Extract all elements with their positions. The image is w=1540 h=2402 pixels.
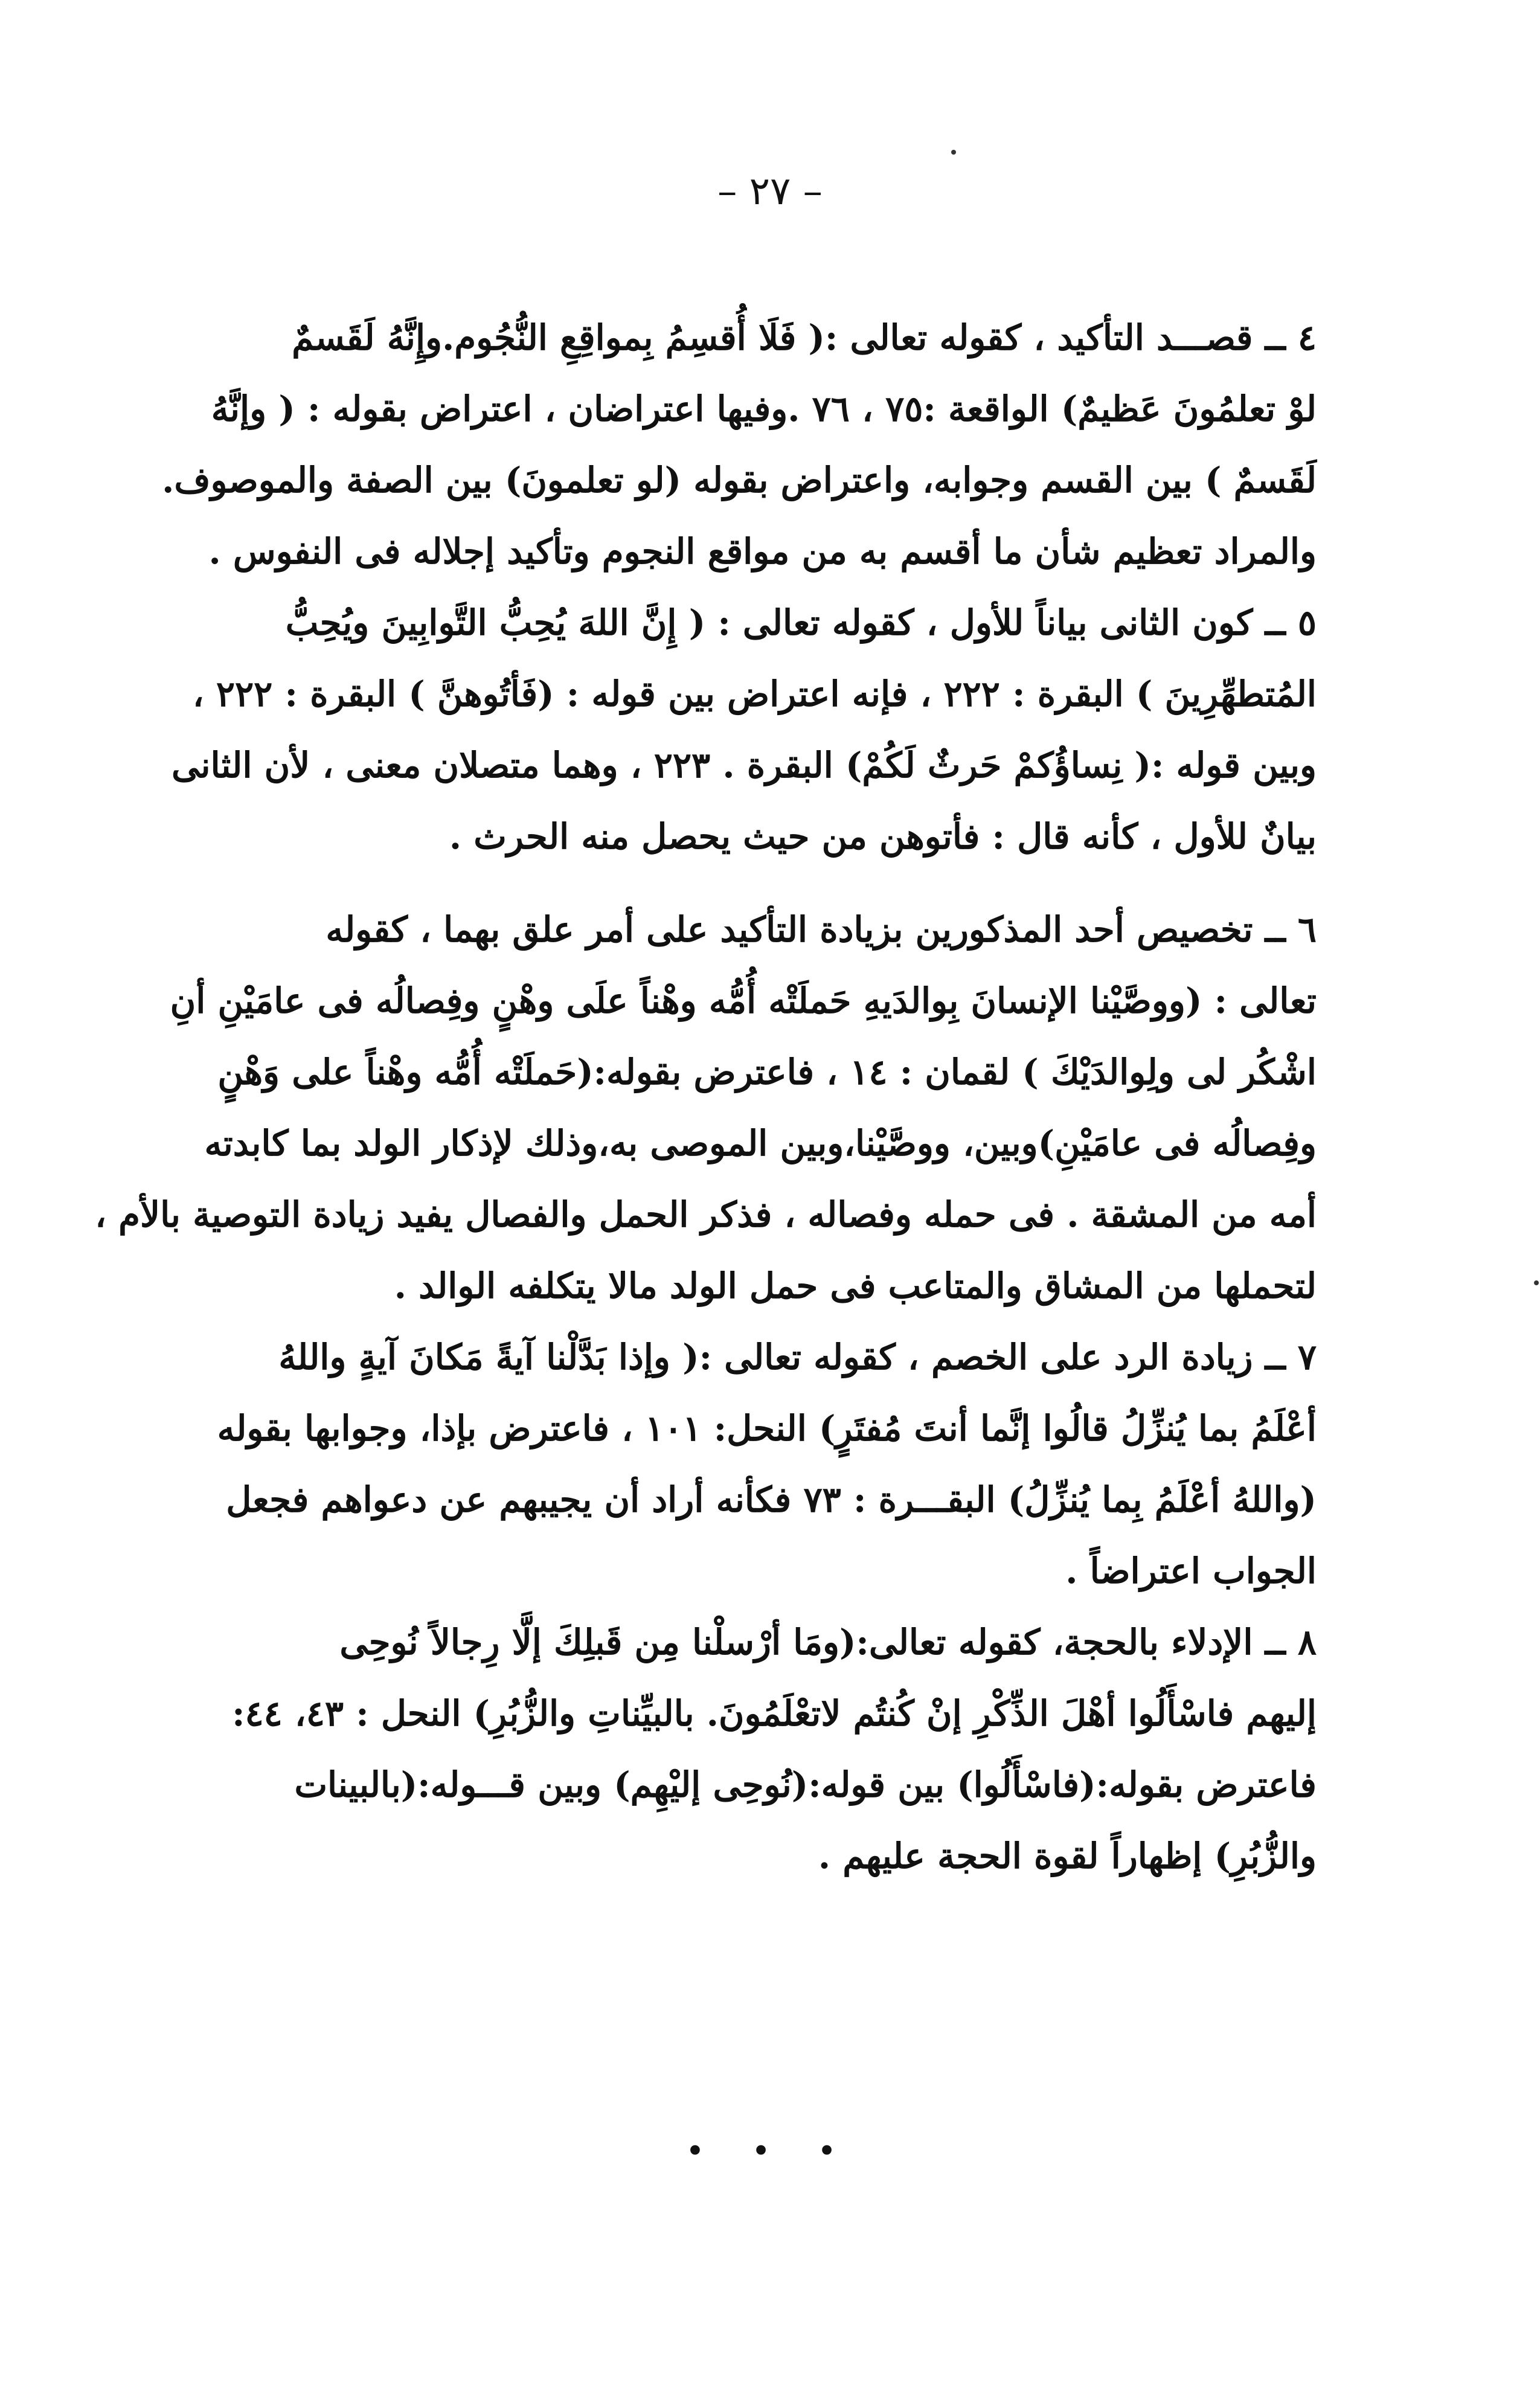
scan-speck [1534,1280,1539,1285]
text-line: تعالى : (ووصَّيْنا الإنسانَ بِوالدَيهِ حَملَتْه أُمُّه وهْناً علَى وهْنٍ وفِصالُه فى عامَيْنِ أنِ [170,980,1317,1021]
text-line: ٦ ــ تخصيص أحد المذكورين بزيادة التأكيد على أمر علق بهما ، كقوله [326,909,1317,950]
text-line: الجواب اعتراضاً . [1065,1550,1317,1591]
paragraph [162,302,1317,587]
text-line: ٤ ــ قصـــد التأكيد ، كقوله تعالى :( فَلَا أُقسِمُ بِمواقِعِ النُّجُوم.وإِنَّهُ لَقَسمٌ [292,317,1317,358]
text-line: والزُّبُرِ) إظهاراً لقوة الحجة عليهم . [818,1835,1317,1877]
text-line: فاعترض بقوله:(فاسْأَلُوا) بين قوله:(نُوحِى إليْهِم) وبين قـــوله:(بالبينات [294,1764,1317,1805]
text-line: والمراد تعظيم شأن ما أقسم به من مواقع النجوم وتأكيد إجلاله فى النفوس . [208,531,1317,572]
paragraph [217,1321,1317,1607]
text-line: ٨ ــ الإدلاء بالحجة، كقوله تعالى:(ومَا أرْسلْنا مِن قَبلِكَ إلَّا رِجالاً نُوحِى [339,1622,1317,1663]
body-text [95,302,1317,1892]
page-number: – ٢٧ – [717,169,823,214]
text-line: وفِصالُه فى عامَيْنِ)وبين، ووصَّيْنا،وبين الموصى به،وذلك لإذكار الولد بما كابدته [204,1123,1317,1164]
text-line: (واللهُ أعْلَمُ بِما يُنزِّلُ) البقـــرة : ٧٣ فكأنه أراد أن يجيبهم عن دعواهم فجعل [226,1479,1317,1520]
text-line: المُتطهِّرِينَ ) البقرة : ٢٢٢ ، فإنه اعتراض بين قوله : (فَأتُوهنَّ ) البقرة : ٢٢٢ ، [192,673,1317,714]
text-line: اشْكُر لى ولِوالدَيْكَ ) لقمان : ١٤ ، فاعترض بقوله:(حَملَتْه أُمُّه وهْناً على وَهْنٍ [217,1052,1317,1093]
text-line: ٧ ــ زيادة الرد على الخصم ، كقوله تعالى :( وإذا بَدَّلْنا آيةً مَكانَ آيةٍ واللهُ [278,1337,1317,1378]
text-line: وبين قوله :( نِساؤُكمْ حَرثٌ لَكُمْ) البقرة . ٢٢٣ ، وهما متصلان معنى ، لأن الثانى [172,745,1317,786]
text-line: لَقَسمٌ ) بين القسم وجوابه، واعتراض بقوله (لو تعلمونَ) بين الصفة والموصوف. [162,460,1317,501]
text-line: أعْلَمُ بما يُنزِّلُ قالُوا إنَّما أنتَ مُفتَرٍ) النحل: ١٠١ ، فاعترض بإذا، وجوابها بقوله [217,1408,1317,1449]
paragraph [232,1607,1317,1892]
text-line: إليهم فاسْأَلُوا أهْلَ الذِّكْرِ إنْ كُنتُم لاتعْلَمُونَ. بالبيِّناتِ والزُّبُرِ) النحل : ٤٣، ٤٤: [232,1693,1317,1734]
paragraph [95,894,1317,1321]
section-end-marks: • • • [685,2132,855,2170]
scan-speck [951,150,956,155]
text-line: أمه من المشقة . فى حمله وفصاله ، فذكر الحمل والفصال يفيد زيادة التوصية بالأم ، [95,1194,1317,1235]
text-line: بيانٌ للأول ، كأنه قال : فأتوهن من حيث يحصل منه الحرث . [449,816,1317,857]
text-line: ٥ ــ كون الثانى بياناً للأول ، كقوله تعالى : ( إِنَّ اللهَ يُحِبُّ التَّوابِينَ ويُحِبُّ [285,602,1317,643]
text-line: لتحملها من المشاق والمتاعب فى حمل الولد مالا يتكلفه الوالد . [394,1265,1317,1306]
paragraph [172,587,1317,872]
text-line: لوْ تعلمُونَ عَظيمٌ) الواقعة :٧٥ ، ٧٦ .وفيها اعتراضان ، اعتراض بقوله : ( وإنَّهُ [211,388,1317,429]
